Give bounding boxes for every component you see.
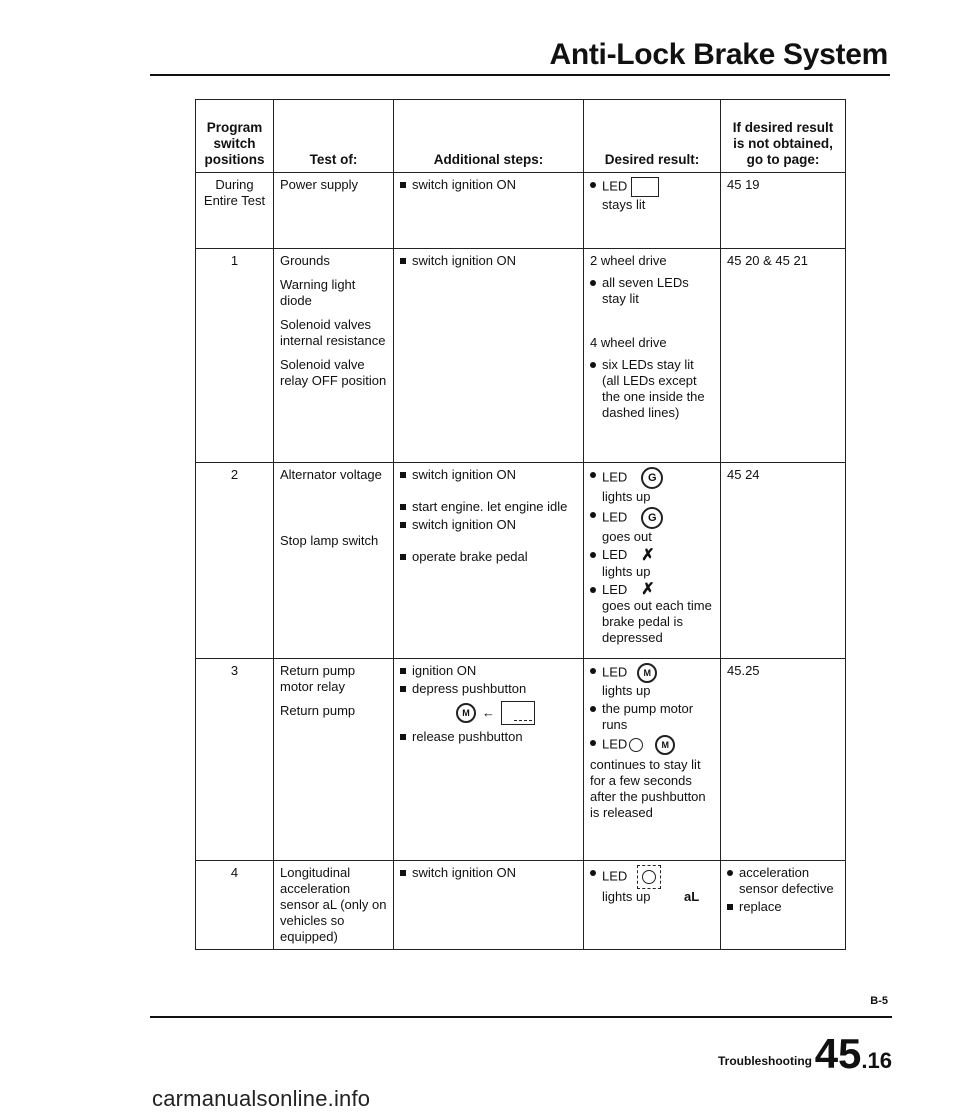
row-steps [394,173,584,249]
result-text: stays lit [602,197,646,212]
page-number [815,1030,892,1078]
result-text: lights up [602,489,651,504]
step-text: start engine. let engine idle [412,499,568,514]
step-text: operate brake pedal [412,549,528,564]
bullet-dot-icon [590,362,596,368]
result-text: the pump motor runs [602,701,694,732]
generator-icon: G [641,507,663,529]
row-test [274,463,394,659]
test-item: Warning light diode [280,277,356,308]
result-text: goes out each time brake pedal is depressed [602,598,712,646]
bullet-square-icon [400,686,406,692]
row-result [584,659,721,861]
bullet-dot-icon [590,512,596,518]
row-result [584,249,721,463]
bullet-square-icon [400,258,406,264]
test-item: Stop lamp switch [280,533,379,548]
step-text: switch ignition ON [412,865,517,880]
bullet-dot-icon [590,182,596,188]
led-label: LED [602,178,628,194]
arrow-left-icon: ← [482,705,495,720]
led-label: LED [602,736,628,752]
page-number-main: 45 [814,1030,862,1077]
bullet-dot-icon [590,668,596,674]
header-test: Test of: [274,100,394,173]
row-page: 45 20 & 45 21 [721,249,846,463]
row-test [274,249,394,463]
row-result [584,463,721,659]
step-text: switch ignition ON [412,177,517,192]
row-position: During Entire Test [196,173,274,249]
result-text: six LEDs stay lit (all LEDs except the one inside the dashed lines) [602,357,705,420]
result-text: all seven LEDs stay lit [602,275,689,306]
bullet-square-icon [400,554,406,560]
test-item: Solenoid valves internal resistance [280,317,386,348]
led-label: LED [602,664,628,680]
test-item: Grounds [280,253,330,268]
table-row [196,173,846,249]
step-text: switch ignition ON [412,517,517,532]
pushbutton-icon [501,701,535,725]
bullet-square-icon [400,734,406,740]
troubleshooting-table [195,99,846,950]
result-text: lights up [602,683,651,698]
row-page: 45 24 [721,463,846,659]
table-row [196,249,846,463]
test-item: Solenoid valve relay OFF position [280,357,387,388]
bullet-square-icon [400,522,406,528]
pump-diagram [446,701,577,725]
led-label: LED [602,547,628,562]
row-test: Power supply [274,173,394,249]
led-label: LED [602,868,628,884]
test-item: Alternator voltage [280,467,382,482]
test-item: Return pump [280,703,356,718]
bullet-square-icon [400,182,406,188]
led-label: LED [602,581,628,597]
row-position: 1 [196,249,274,463]
bullet-dot-icon [590,552,596,558]
result-text: goes out [602,529,652,544]
row-page [721,861,846,950]
header-rule [150,74,890,76]
row-steps [394,861,584,950]
step-text: release pushbutton [412,729,523,744]
bullet-square-icon [400,668,406,674]
row-page: 45.25 [721,659,846,861]
result-text: continues to stay lit for a few seconds after the pushbutton is released [590,757,706,820]
brake-pedal-icon: ✗ [641,581,655,599]
result-text: lights up [602,889,651,904]
watermark: carmanualsonline.info [152,1086,371,1111]
step-text: switch ignition ON [412,253,517,268]
pump-motor-icon: M [456,703,476,723]
led-label: LED [602,509,628,525]
result-text: acceleration sensor defective [739,865,834,896]
led-label: LED [602,469,628,485]
header-page: If desired result is not obtained, go to page: [721,100,846,173]
row-result [584,861,721,950]
page-title: Anti-Lock Brake System [549,38,888,71]
row-position: 2 [196,463,274,659]
acceleration-sensor-icon [637,865,661,889]
bullet-dot-icon [590,740,596,746]
row-steps [394,659,584,861]
bullet-dot-icon [590,706,596,712]
bullet-dot-icon [590,472,596,478]
bullet-square-icon [400,504,406,510]
row-test [274,659,394,861]
sensor-label: aL [684,889,700,904]
step-text: depress pushbutton [412,681,527,696]
bullet-square-icon [400,472,406,478]
page-code: B-5 [870,995,888,1007]
table-row [196,659,846,861]
brake-pedal-icon: ✗ [641,546,655,564]
result-heading: 4 wheel drive [590,335,667,350]
row-test: Longitudinal acceleration sensor aL (only on vehicles so equipped) [274,861,394,950]
led-panel-icon [631,177,659,197]
step-text: ignition ON [412,663,477,678]
table-header-row [196,100,846,173]
bullet-dot-icon [727,870,733,876]
header-program: Program switch positions [196,100,274,173]
footer-rule [150,1016,892,1018]
row-page: 45 19 [721,173,846,249]
result-text: replace [739,899,782,914]
row-steps [394,463,584,659]
pump-motor-icon: M [637,663,657,683]
table-row [196,861,846,950]
bullet-square-icon [400,870,406,876]
page-number-sub: .16 [861,1048,892,1073]
bullet-dot-icon [590,587,596,593]
pump-motor-icon: M [655,735,675,755]
step-text: switch ignition ON [412,467,517,482]
generator-icon: G [641,467,663,489]
bullet-dot-icon [590,870,596,876]
footer-section: Troubleshooting [718,1054,812,1068]
table-row [196,463,846,659]
header-steps: Additional steps: [394,100,584,173]
led-circle-icon [629,738,643,752]
row-result [584,173,721,249]
result-heading: 2 wheel drive [590,253,667,268]
row-steps [394,249,584,463]
row-position: 4 [196,861,274,950]
result-text: lights up [602,563,651,579]
bullet-square-icon [727,904,733,910]
row-position: 3 [196,659,274,861]
bullet-dot-icon [590,280,596,286]
test-item: Return pump motor relay [280,663,356,694]
header-result: Desired result: [584,100,721,173]
